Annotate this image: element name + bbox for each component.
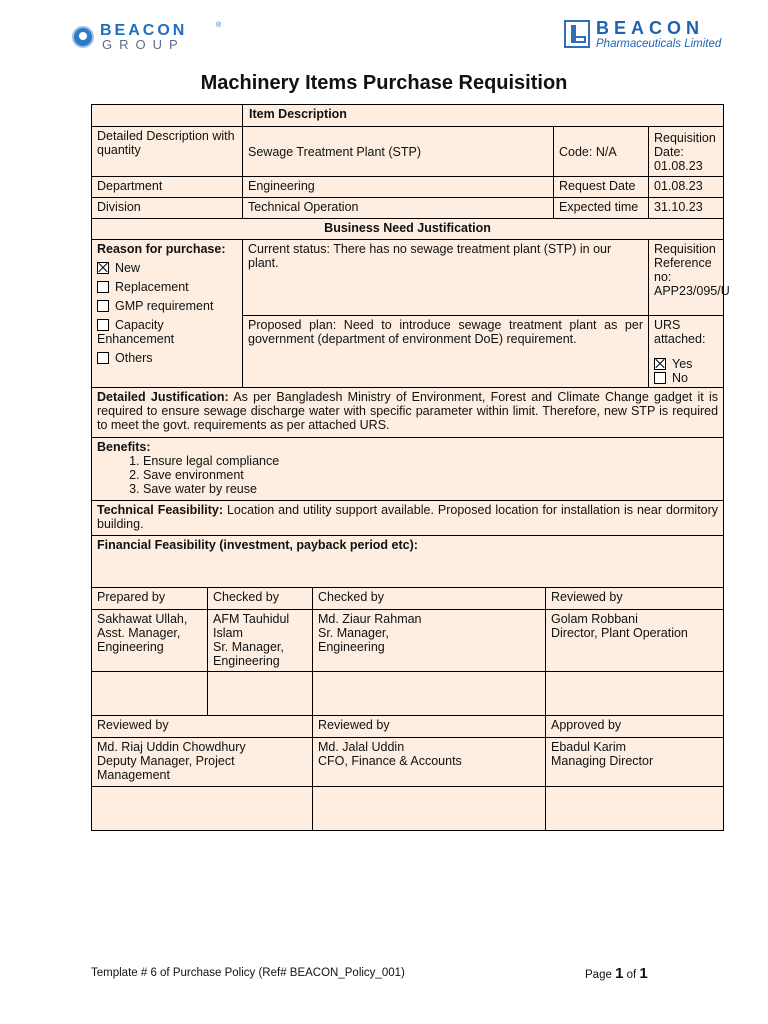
signoff1-name: AFM Tauhidul Islam Sr. Manager, Engineering	[208, 610, 313, 672]
item-header-spacer	[92, 105, 243, 127]
reason-replacement-option[interactable]: Replacement	[97, 280, 237, 294]
technical-feasibility[interactable]: Technical Feasibility: Location and utility support available. Proposed location for installation is near dormitory building.	[92, 501, 724, 536]
signature-box[interactable]	[92, 787, 313, 831]
signature-box[interactable]	[546, 672, 724, 716]
current-status[interactable]: Current status: There has no sewage treatment plant (STP) in our plant.	[243, 240, 649, 316]
urs-yes-option[interactable]: Yes	[654, 357, 718, 371]
checkbox-empty-icon[interactable]	[97, 352, 109, 364]
signoff1-header-checked: Checked by	[313, 588, 546, 610]
signoff2-header-approved: Approved by	[546, 716, 724, 738]
item-description-header: Item Description	[243, 105, 724, 127]
signoff2-name: Md. Riaj Uddin Chowdhury Deputy Manager, Project Management	[92, 738, 313, 787]
beacon-group-logo	[72, 22, 222, 52]
expected-time-label: Expected time	[554, 198, 649, 219]
detailed-justification[interactable]: Detailed Justification: As per Bangladesh Ministry of Environment, Forest and Climate Change gadget it is required to ensure sewage discharge water with specific parameter within limit. Therefore, new STP is required to meet the govt. requirements as per attached URS.	[92, 388, 724, 438]
signature-box[interactable]	[546, 787, 724, 831]
logo-right-line1: BEACON	[596, 18, 705, 38]
financial-feasibility[interactable]: Financial Feasibility (investment, payback period etc):	[92, 536, 724, 588]
reason-gmp-option[interactable]: GMP requirement	[97, 299, 237, 313]
document-title: Machinery Items Purchase Requisition	[200, 72, 568, 94]
logo-right-line2: Pharmaceuticals Limited	[596, 38, 722, 50]
requisition-date[interactable]: Requisition Date: 01.08.23	[649, 127, 724, 177]
reason-capacity-option[interactable]: Capacity Enhancement	[97, 318, 175, 346]
list-item: 3. Save water by reuse	[143, 482, 718, 496]
list-item: 1. Ensure legal compliance	[143, 454, 718, 468]
checkbox-checked-icon[interactable]	[654, 358, 666, 370]
logo-left-line2: GROUP	[102, 37, 185, 52]
checkbox-empty-icon[interactable]	[97, 300, 109, 312]
request-date-value[interactable]: 01.08.23	[649, 177, 724, 198]
signoff2-header-reviewed: Reviewed by	[313, 716, 546, 738]
urs-no-option[interactable]: No	[654, 371, 718, 385]
request-date-label: Request Date	[554, 177, 649, 198]
desc-value[interactable]: Sewage Treatment Plant (STP)	[243, 127, 554, 177]
code-value[interactable]: Code: N/A	[554, 127, 649, 177]
checkbox-empty-icon[interactable]	[97, 281, 109, 293]
reason-others-option[interactable]: Others	[97, 351, 237, 365]
page-number: Page 1 of 1	[585, 965, 648, 982]
reason-new-option[interactable]: New	[97, 261, 237, 275]
list-item: 2. Save environment	[143, 468, 718, 482]
signoff1-name: Md. Ziaur Rahman Sr. Manager, Engineering	[313, 610, 546, 672]
signoff1-header-prepared: Prepared by	[92, 588, 208, 610]
expected-time-value[interactable]: 31.10.23	[649, 198, 724, 219]
checkbox-checked-icon[interactable]	[97, 262, 109, 274]
signature-box[interactable]	[313, 787, 546, 831]
footer-template-ref: Template # 6 of Purchase Policy (Ref# BEACON_Policy_001)	[91, 967, 405, 979]
reason-for-purchase: Reason for purchase: New Replacement GMP requirement Capacity Enhancement Others	[92, 240, 243, 388]
signoff1-header-reviewed: Reviewed by	[546, 588, 724, 610]
beacon-globe-icon	[72, 26, 94, 48]
urs-attached: URS attached: Yes No	[649, 316, 724, 388]
signoff2-name: Md. Jalal Uddin CFO, Finance & Accounts	[313, 738, 546, 787]
desc-label: Detailed Description with quantity	[92, 127, 243, 177]
proposed-plan[interactable]: Proposed plan: Need to introduce sewage treatment plant as per government (department of environment DoE) requirement.	[243, 316, 649, 388]
benefits-list	[97, 454, 718, 496]
department-value[interactable]: Engineering	[243, 177, 554, 198]
checkbox-empty-icon[interactable]	[97, 319, 109, 331]
signature-box[interactable]	[208, 672, 313, 716]
requisition-form	[91, 104, 730, 831]
signature-box[interactable]	[313, 672, 546, 716]
signoff1-header-checked: Checked by	[208, 588, 313, 610]
signature-box[interactable]	[92, 672, 208, 716]
registered-mark: ®	[216, 22, 222, 29]
requisition-reference[interactable]: Requisition Reference no: APP23/095/U	[649, 240, 724, 316]
checkbox-empty-icon[interactable]	[654, 372, 666, 384]
signoff1-name: Sakhawat Ullah, Asst. Manager, Engineering	[92, 610, 208, 672]
signoff2-name: Ebadul Karim Managing Director	[546, 738, 724, 787]
signoff1-name: Golam Robbani Director, Plant Operation	[546, 610, 724, 672]
benefits[interactable]: Benefits: 1. Ensure legal compliance 2. Save environment 3. Save water by reuse	[92, 438, 724, 501]
business-need-header: Business Need Justification	[92, 219, 724, 240]
beacon-pharma-mark-icon	[564, 20, 590, 48]
division-label: Division	[92, 198, 243, 219]
division-value[interactable]: Technical Operation	[243, 198, 554, 219]
department-label: Department	[92, 177, 243, 198]
signoff2-header-reviewed: Reviewed by	[92, 716, 313, 738]
beacon-pharma-logo	[564, 18, 732, 52]
logo-left-line1: BEACON	[100, 22, 188, 39]
